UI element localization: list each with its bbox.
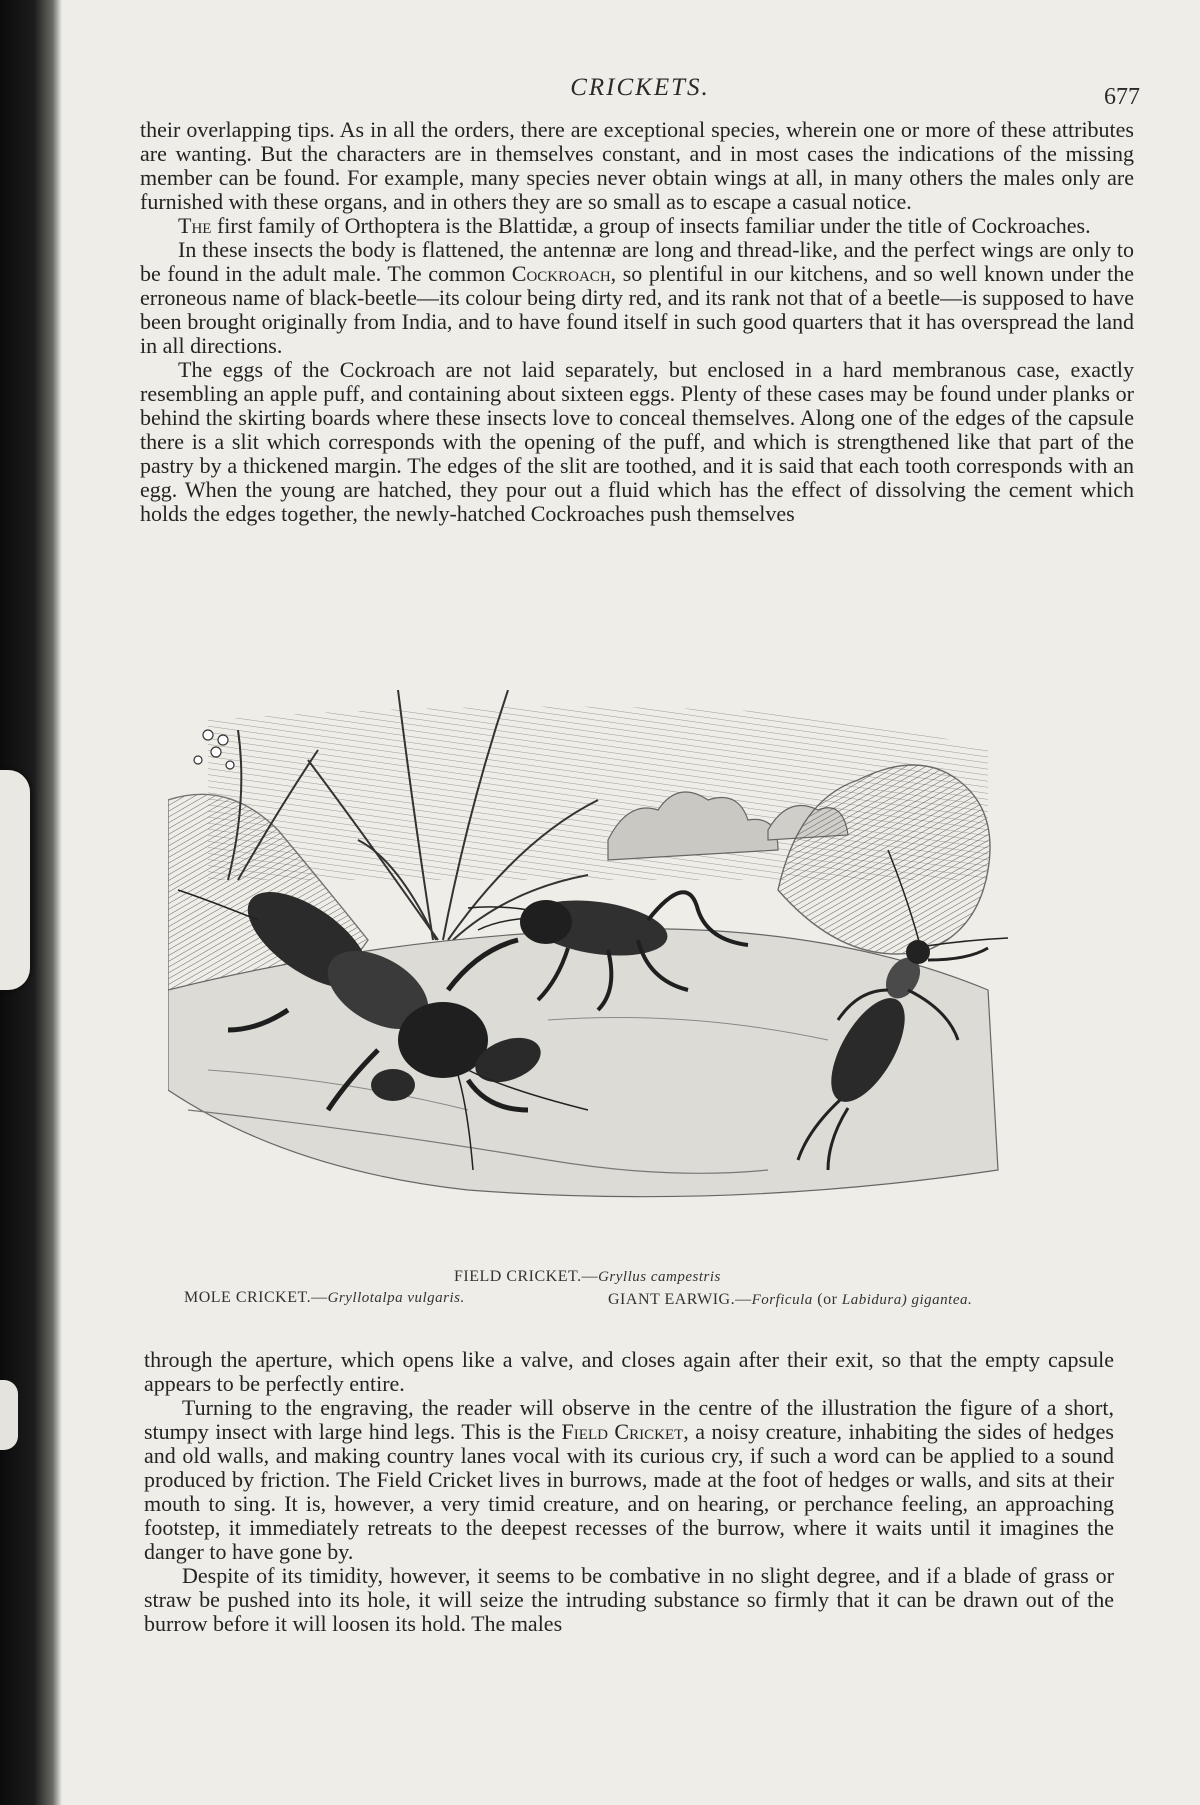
caption-end: ) gigantea. [901,1292,973,1308]
figure-captions [140,1268,1100,1328]
paragraph-overlapping-tips: their overlapping tips. As in all the orders, there are exceptional species, wherein one or more of these attributes are wanting. But the characters are in themselves constant, and in most cases the indications of the missing member can be found. For example, many species never obtain wings at all, in many others the males only are furnished with these organs, and in others they are so small as to escape a casual notice. [140,117,1134,214]
engraving-svg [168,690,1088,1270]
engraving-illustration [168,690,1088,1270]
paragraph-text: first family of Orthoptera is the Blattidæ, a group of insects familiar under the title of Cockroaches. [211,213,1091,238]
caption-latin: Forficula [751,1292,813,1308]
page-number: 677 [1104,84,1140,110]
page-header [140,74,1140,114]
caption-name: GIANT EARWIG.— [608,1291,752,1308]
paragraph-timidity: Despite of its timidity, however, it seems to be combative in no slight degree, and if a blade of grass or straw be pushed into its hole, it will seize the intruding substance so firmly that it can be drawn out of the burrow before it will loosen its hold. The males [144,1563,1114,1636]
paragraph-text-before: In these insects the body is flattened, the antennæ are long and thread-like, and the perfect wings are only to be found in the adult male. The common [140,237,1134,286]
caption-mid: (or [812,1291,842,1308]
caption-field-cricket [454,1268,721,1286]
top-text-block [140,118,1134,526]
binding-notch [0,1380,18,1450]
caption-latin-alt: Labidura [841,1292,902,1308]
paragraph-aperture: through the aperture, which opens like a valve, and closes again after their exit, so that the empty capsule appears to be perfectly entire. [144,1347,1114,1396]
term-field-cricket: Field Cricket [561,1419,684,1444]
caption-name: FIELD CRICKET.— [454,1268,599,1285]
paragraph-blattidae [140,214,1134,238]
paragraph-text-before: Turning to the engraving, the reader will observe in the centre of the illustration the figure of a short, stumpy insect with large hind legs. This is the [144,1395,1114,1444]
caption-giant-earwig [608,1291,972,1309]
small-caps-lead: The [178,213,212,238]
caption-latin: Gryllotalpa vulgaris. [327,1290,465,1306]
bottom-text-block [144,1348,1114,1636]
term-cockroach: Cockroach [511,261,611,286]
paragraph-cockroach [140,238,1134,358]
caption-latin: Gryllus campestris [598,1269,721,1285]
caption-name: MOLE CRICKET.— [184,1289,328,1306]
caption-mole-cricket [184,1289,465,1307]
paragraph-text-after: , a noisy creature, inhabiting the sides of hedges and old walls, and making country lanes vocal with its curious cry, if such a word can be applied to a sound produced by friction. The Field Cricket lives in burrows, made at the foot of hedges or walls, and sits at their mouth to sing. It is, however, a very timid creature, and on hearing, or perchance feeling, an approaching footstep, it immediately retreats to the deepest recesses of the burrow, where it waits until it imagines the danger to have gone by. [144,1419,1114,1564]
running-title: CRICKETS. [570,74,710,101]
paragraph-field-cricket [144,1396,1114,1564]
binding-tab [0,770,30,990]
paragraph-eggs: The eggs of the Cockroach are not laid separately, but enclosed in a hard membranous case, exactly resembling an apple puff, and containing about sixteen eggs. Plenty of these cases may be found under planks or behind the skirting boards where these insects love to conceal themselves. Along one of the edges of the capsule there is a slit which corresponds with the opening of the puff, and which is strengthened like that part of the pastry by a thickened margin. The edges of the slit are toothed, and it is said that each tooth corresponds with an egg. When the young are hatched, they pour out a fluid which has the effect of dissolving the cement which holds the edges together, the newly-hatched Cockroaches push themselves [140,357,1134,526]
paragraph-text-after: , so plentiful in our kitchens, and so well known under the erroneous name of black-beetle—its colour being dirty red, and its rank not that of a beetle—is supposed to have been brought originally from India, and to have found itself in such good quarters that it has overspread the land in all directions. [140,261,1134,358]
